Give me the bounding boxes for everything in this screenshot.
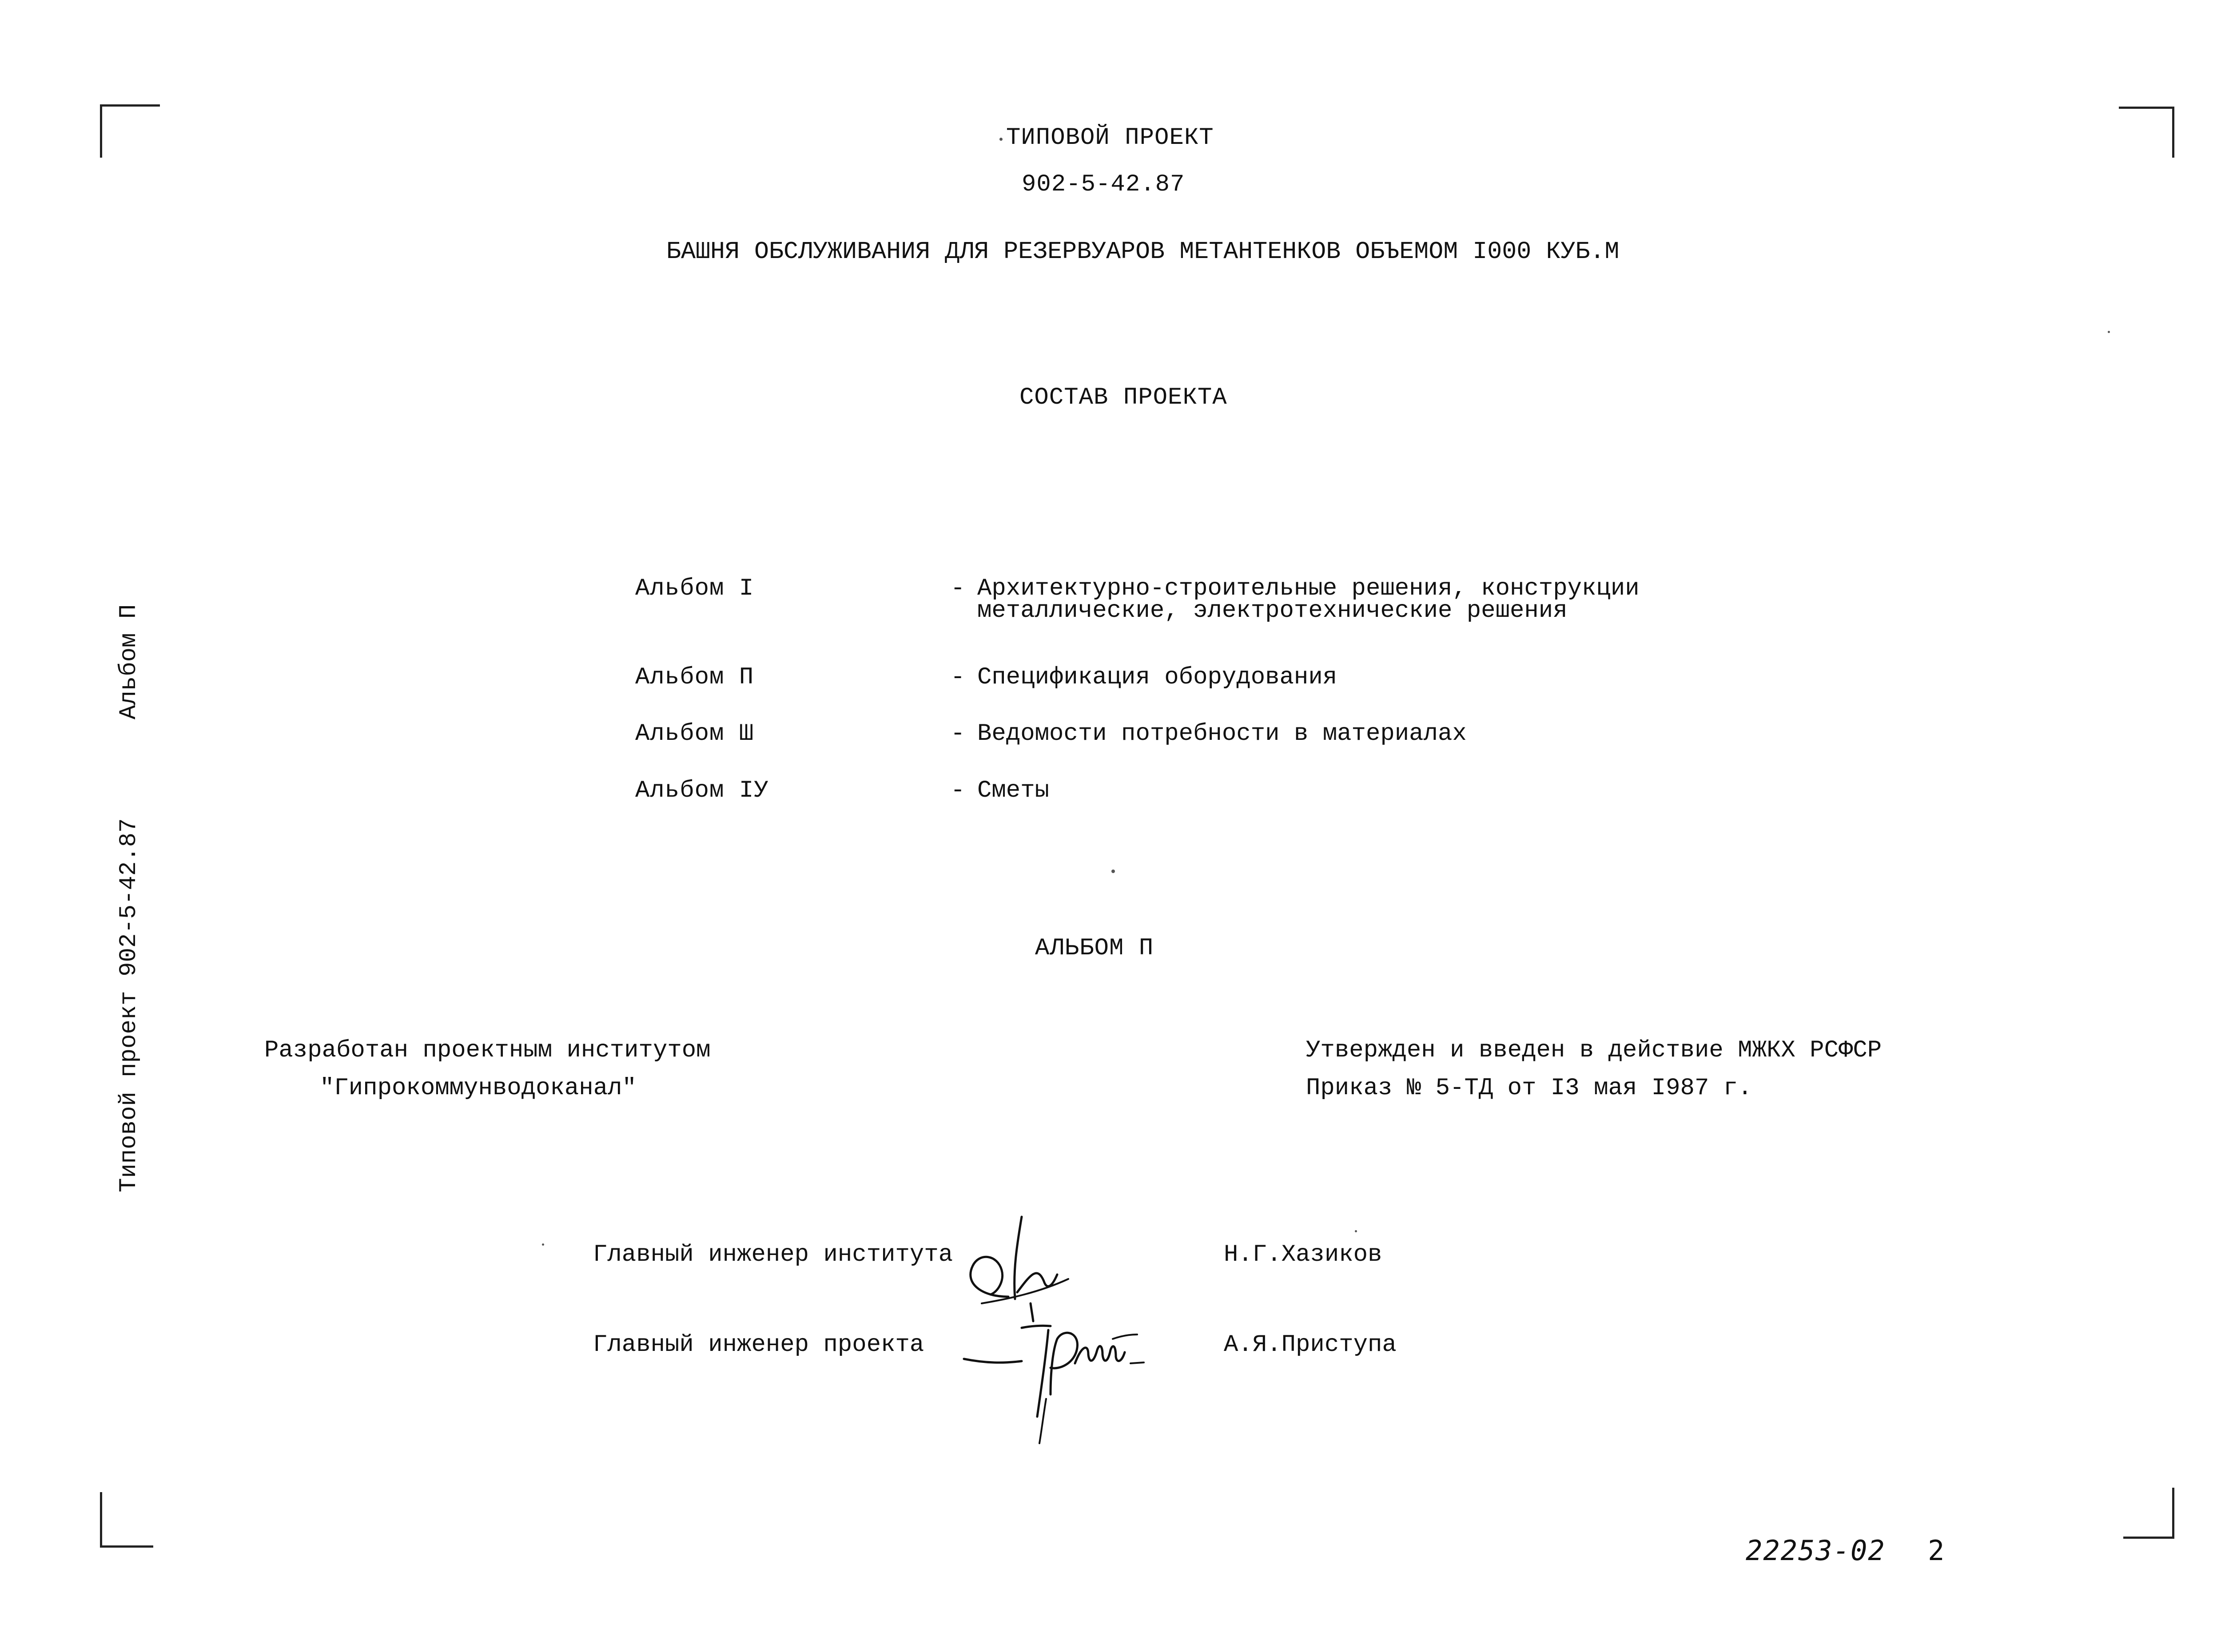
current-album-heading: АЛЬБОМ П — [1035, 935, 1154, 962]
album-description-continued: металлические, электротехнические решения — [977, 597, 1568, 624]
album-name: Альбом I — [635, 575, 754, 602]
album-dash: - — [951, 777, 966, 804]
album-description: Архитектурно-строительные решения, конструкции — [977, 575, 1640, 602]
project-number: 902-5-42.87 — [1022, 171, 1185, 198]
signatory-name: Н.Г.Хазиков — [1224, 1241, 1382, 1268]
corner-mark-bottom-left — [100, 1492, 153, 1548]
scan-speck — [999, 138, 1003, 141]
album-name: Альбом IУ — [635, 777, 769, 804]
document-code-stamp: 22253-02 — [1746, 1534, 1886, 1567]
side-label-album: Альбом П — [115, 604, 143, 719]
corner-mark-top-right — [2119, 107, 2174, 158]
signatory-role: Главный инженер института — [593, 1241, 953, 1268]
approval-line: Утвержден и введен в действие МЖКХ РСФСР — [1306, 1037, 1882, 1064]
developer-line: Разработан проектным институтом — [264, 1037, 711, 1064]
album-description: Сметы — [977, 777, 1050, 804]
handwritten-signature — [955, 1297, 1159, 1448]
scan-speck — [542, 1243, 544, 1246]
album-name: Альбом П — [635, 664, 754, 691]
album-dash: - — [951, 720, 966, 747]
developer-institute: "Гипрокоммунводоканал" — [320, 1075, 637, 1102]
side-label-project: Типовой проект 902-5-42.87 — [115, 818, 143, 1192]
project-title: БАШНЯ ОБСЛУЖИВАНИЯ ДЛЯ РЕЗЕРВУАРОВ МЕТАНТЕНКОВ ОБЪЕМОМ I000 КУБ.М — [666, 238, 1620, 266]
signatory-name: А.Я.Приступа — [1224, 1331, 1397, 1358]
scan-speck — [2108, 331, 2110, 333]
approval-order: Приказ № 5-ТД от I3 мая I987 г. — [1306, 1075, 1752, 1102]
composition-heading: СОСТАВ ПРОЕКТА — [1019, 384, 1227, 411]
album-name: Альбом Ш — [635, 720, 754, 747]
project-type-heading: ТИПОВОЙ ПРОЕКТ — [1006, 124, 1214, 151]
album-dash: - — [951, 575, 966, 602]
album-description: Спецификация оборудования — [977, 664, 1337, 691]
album-dash: - — [951, 664, 966, 691]
signatory-role: Главный инженер проекта — [593, 1331, 924, 1358]
scan-speck — [1111, 870, 1115, 873]
scan-speck — [1355, 1230, 1357, 1232]
page-number: 2 — [1928, 1534, 1946, 1567]
corner-mark-top-left — [100, 104, 160, 158]
album-description: Ведомости потребности в материалах — [977, 720, 1467, 747]
corner-mark-bottom-right — [2123, 1488, 2174, 1539]
